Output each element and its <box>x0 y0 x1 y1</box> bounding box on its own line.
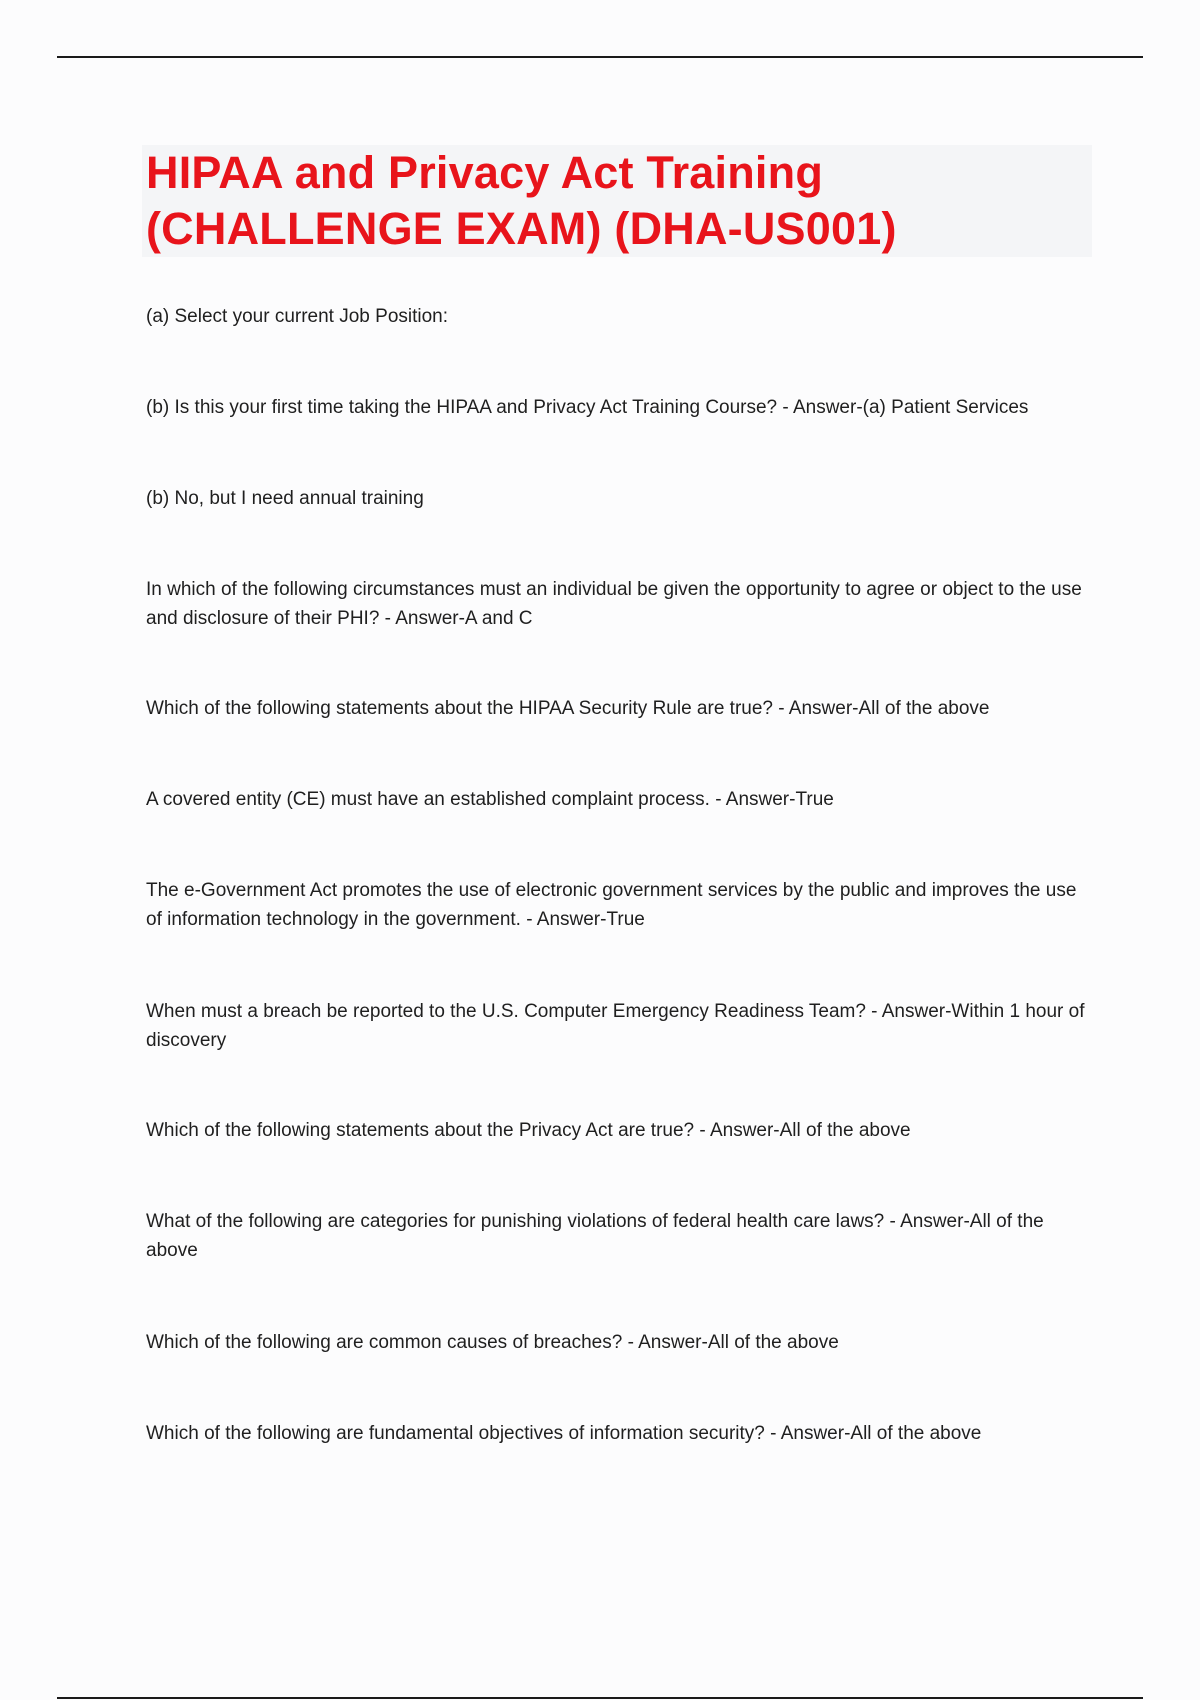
question-entry: (b) No, but I need annual training <box>146 488 424 509</box>
question-entry: What of the following are categories for punishing violations of federal health care laws? - Answer-All of the above <box>146 1211 1044 1261</box>
bottom-rule <box>57 1697 1143 1699</box>
question-entry: In which of the following circumstances must an individual be given the opportunity to agree or object to the use and disclosure of their PHI? - Answer-A and C <box>146 579 1082 629</box>
top-rule <box>57 56 1143 58</box>
question-entry: A covered entity (CE) must have an established complaint process. - Answer-True <box>146 789 834 810</box>
document-title-line-1: HIPAA and Privacy Act Training <box>146 147 824 198</box>
question-entry: When must a breach be reported to the U.S. Computer Emergency Readiness Team? - Answer-Within 1 hour of discovery <box>146 1001 1085 1051</box>
document-title-line-2: (CHALLENGE EXAM) (DHA-US001) <box>146 203 897 254</box>
question-entry: (b) Is this your first time taking the HIPAA and Privacy Act Training Course? - Answer-(a) Patient Services <box>146 397 1029 418</box>
question-entry: Which of the following are fundamental objectives of information security? - Answer-All of the above <box>146 1423 982 1444</box>
question-entry: Which of the following statements about the HIPAA Security Rule are true? - Answer-All of the above <box>146 698 990 719</box>
question-entry: (a) Select your current Job Position: <box>146 306 449 327</box>
question-entry: The e-Government Act promotes the use of electronic government services by the public and improves the use of information technology in the government. - Answer-True <box>146 880 1077 930</box>
title-block <box>142 145 1092 257</box>
question-entry: Which of the following are common causes of breaches? - Answer-All of the above <box>146 1332 839 1353</box>
question-entry: Which of the following statements about the Privacy Act are true? - Answer-All of the above <box>146 1120 911 1141</box>
